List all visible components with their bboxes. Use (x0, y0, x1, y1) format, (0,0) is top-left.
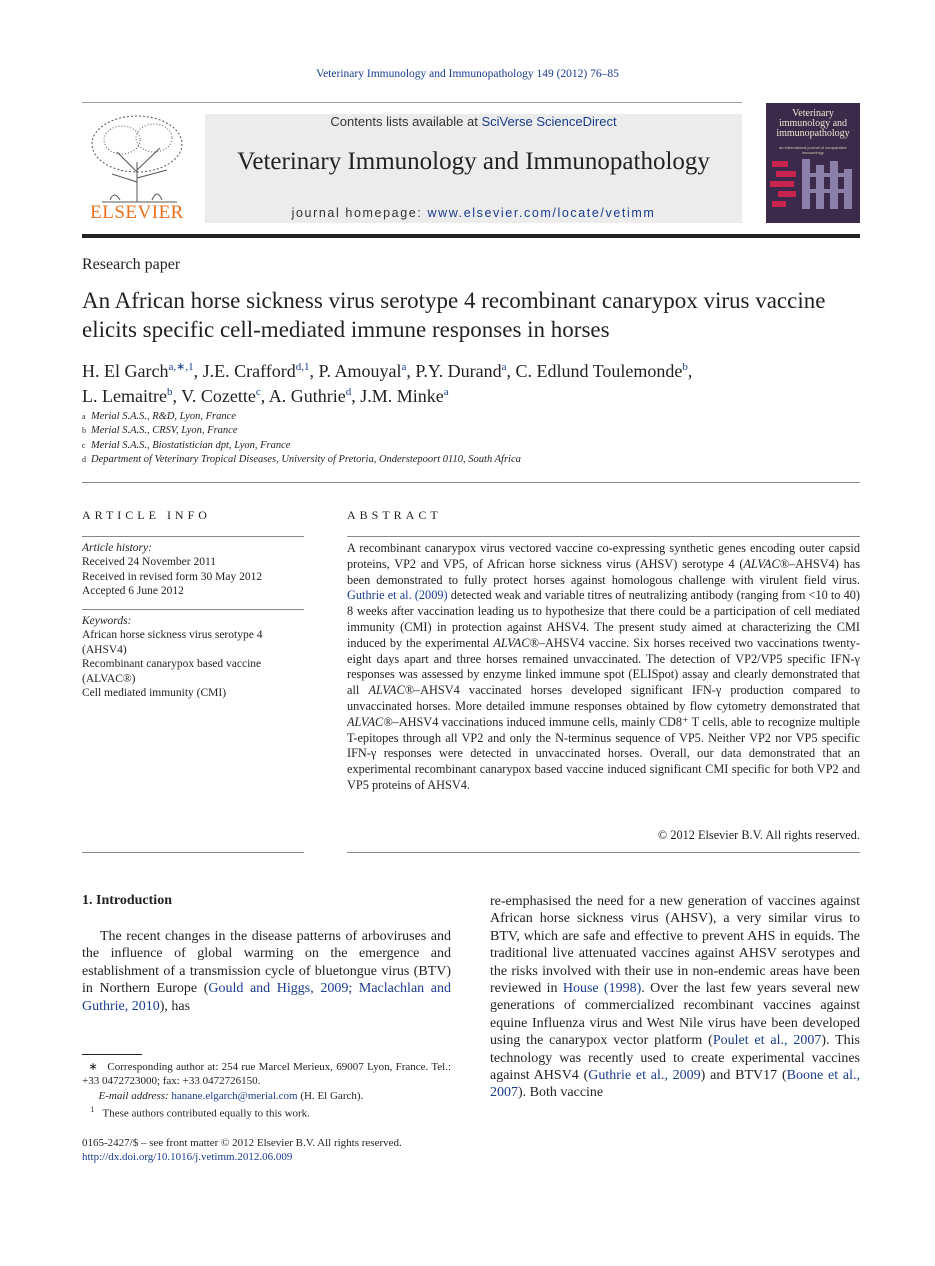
introduction-heading: 1. Introduction (82, 893, 172, 908)
author[interactable]: J.M. Minke$^a$ (360, 386, 449, 406)
citation-link[interactable]: Guthrie et al., 2009 (588, 1068, 701, 1084)
author[interactable]: A. Guthrie$^d$ (268, 386, 352, 406)
article-info-rule (82, 536, 304, 537)
citation-link[interactable]: Gould and Higgs, 2009; Maclachlan and Guthrie, 2010 (82, 981, 451, 1014)
journal-name: Veterinary Immunology and Immunopathology (237, 148, 710, 175)
header-thick-rule (82, 234, 860, 238)
doi-link[interactable]: http://dx.doi.org/10.1016/j.vetimm.2012.06.009 (82, 1151, 293, 1164)
contents-line: Contents lists available at SciVerse ScienceDirect (330, 114, 617, 129)
keywords-rule (82, 609, 304, 610)
sciencedirect-link[interactable]: SciVerse ScienceDirect (481, 114, 617, 129)
header-rule (82, 102, 742, 103)
elsevier-tree-icon (82, 112, 192, 204)
elsevier-logo[interactable] (82, 112, 192, 224)
author[interactable]: H. El Garch$^{a,∗,1}$ (82, 361, 194, 381)
equal-contribution-note: $^1$ These authors contributed equally to this work. (90, 1105, 310, 1120)
abstract-rule (347, 536, 860, 537)
article-info-heading: ARTICLE INFO (82, 508, 211, 522)
abstract-bottom-rule (347, 852, 860, 853)
author[interactable]: C. Edlund Toulemonde$^b$ (515, 361, 688, 381)
introduction-left-column: The recent changes in the disease patterns of arboviruses and the influence of global warming on the emergence and establishment of a transmission cycle of bluetongue virus (BTV) in Northern Europe (Gould and Higgs, 2009; Maclachlan and Guthrie, 2010), has (82, 929, 451, 1014)
email-note: E-mail address: hanane.elgarch@merial.com (H. El Garch). (98, 1089, 364, 1102)
cover-subtitle: an international journal of comparative immunology (779, 145, 847, 155)
author-list: H. El Garch$^{a,∗,1}$, J.E. Crafford$^{d,1}$, P. Amouyal$^a$, P.Y. Durand$^a$, C. Edlund Toulemonde$^b$, L. Lemaitre$^b$, V. Cozette$^c$, A. Guthrie$^d$, J.M. Minke$^a$ (82, 361, 693, 406)
history-item: Accepted 6 June 2012 (82, 585, 184, 598)
homepage-link[interactable]: www.elsevier.com/locate/vetimm (427, 206, 656, 220)
footnotes (82, 1060, 451, 1121)
cover-pattern-icon (766, 103, 860, 223)
introduction-right-column: re-emphasised the need for a new generation of vaccines against African horse sickness virus (AHSV), a very similar virus to BTV, which are safe and effective to prevent AHS in equids. The traditional live attenuated vaccines against AHSV serotypes and the risks involved with their use in non-endemic areas have been reviewed in House (1998). Over the last few years several new generations of commercialized recombinant vaccines against equine Influenza virus and West Nile virus have been developed using the canarypox vector platform (Poulet et al., 2007). This technology was recently used to create experimental vaccines against AHSV4 (Guthrie et al., 2009) and BTV17 (Boone et al., 2007). Both vaccine (490, 894, 860, 1101)
cover-title: Veterinary immunology and immunopathology (776, 108, 850, 139)
elsevier-wordmark: ELSEVIER (90, 202, 184, 223)
citation-link[interactable]: House (1998) (562, 981, 642, 997)
author[interactable]: L. Lemaitre$^b$ (82, 386, 173, 406)
author[interactable]: V. Cozette$^c$ (181, 386, 261, 406)
affiliation: a Merial S.A.S., R&D, Lyon, France (82, 411, 236, 422)
author[interactable]: J.E. Crafford$^{d,1}$ (202, 361, 310, 381)
issn-line: 0165-2427/$ – see front matter © 2012 Elsevier B.V. All rights reserved. (82, 1137, 402, 1149)
footnote-rule (82, 1054, 142, 1055)
citation-link[interactable]: Guthrie et al. (2009) (347, 588, 448, 603)
issn-block (82, 1136, 482, 1165)
copyright: © 2012 Elsevier B.V. All rights reserved. (657, 828, 860, 842)
article-title: An African horse sickness virus serotype 4 recombinant canarypox virus vaccine elicits specific cell-mediated immune responses in horses (82, 288, 826, 342)
affiliations (82, 410, 862, 468)
keyword: Recombinant canarypox based vaccine (ALVAC®) (82, 658, 262, 685)
journal-cover-image[interactable] (766, 103, 860, 223)
author[interactable]: P. Amouyal$^a$ (318, 361, 407, 381)
email-link[interactable]: hanane.elgarch@merial.com (171, 1089, 298, 1102)
article-history (82, 541, 304, 599)
article-info-bottom-rule (82, 852, 304, 853)
history-item: Received in revised form 30 May 2012 (82, 570, 263, 583)
affiliation: c Merial S.A.S., Biostatistician dpt, Lyon, France (82, 439, 291, 451)
article-type: Research paper (82, 256, 181, 273)
author[interactable]: P.Y. Durand$^a$ (415, 361, 507, 381)
homepage-line: journal homepage: www.elsevier.com/locate/vetimm (291, 206, 656, 220)
section-rule (82, 482, 860, 483)
keyword: Cell mediated immunity (CMI) (82, 687, 227, 700)
journal-banner (205, 114, 742, 223)
keywords (82, 614, 304, 700)
keywords-label: Keywords: (82, 615, 132, 627)
abstract-text: A recombinant canarypox virus vectored vaccine co-expressing synthetic genes encoding outer capsid proteins, VP2 and VP5, of African horse sickness virus (AHSV) serotype 4 (ALVAC®–AHSV4) has been demonstrated to fully protect horses against homologous challenge with virulent field virus. Guthrie et al. (2009) detected weak and variable titres of neutralizing antibody (ranging from <10 to 40) 8 weeks after vaccination leading us to hypothesize that there could be a participation of cell mediated immunity (CMI) in protection against AHSV4. The present study aimed at characterizing the CMI induced by the experimental ALVAC®–AHSV4 vaccine. Six horses received two vaccinations twenty-eight days apart and three horses remained unvaccinated. The detection of VP2/VP5 specific IFN-γ responses was assessed by enzyme linked immune spot (ELISpot) assay and clearly demonstrated that all ALVAC®–AHSV4 vaccinated horses developed significant IFN-γ production compared to unvaccinated horses. More detailed immune responses obtained by flow cytometry demonstrated that ALVAC®–AHSV4 vaccinations induced immune cells, mainly CD8⁺ T cells, able to recognize multiple T-epitopes through all VP2 and only the N-terminus sequence of VP5. Neither VP2 nor VP5 specific IFN-γ responses were detected in unvaccinated horses. Overall, our data demonstrated that an experimental recombinant canarypox based vaccine induced significant CMI specific for both VP2 and VP5 proteins of AHSV4. (347, 541, 860, 792)
citation-link[interactable]: Poulet et al., 2007 (712, 1033, 822, 1049)
corresponding-author-note: ∗ Corresponding author at: 254 rue Marcel Merieux, 69007 Lyon, France. Tel.: +33 0472723000; fax: +33 0472726150. (82, 1061, 452, 1088)
history-item: Received 24 November 2011 (82, 556, 217, 569)
citation-link[interactable]: Boone et al., 2007 (490, 1068, 860, 1101)
affiliation: d Department of Veterinary Tropical Diseases, University of Pretoria, Onderstepoort 0110, South Africa (82, 454, 521, 466)
abstract-heading: ABSTRACT (347, 508, 442, 522)
affiliation: b Merial S.A.S., CRSV, Lyon, France (82, 425, 238, 437)
keyword: African horse sickness virus serotype 4 (AHSV4) (82, 629, 263, 656)
journal-reference[interactable]: Veterinary Immunology and Immunopathology 149 (2012) 76–85 (316, 68, 619, 80)
history-label: Article history: (82, 542, 152, 554)
